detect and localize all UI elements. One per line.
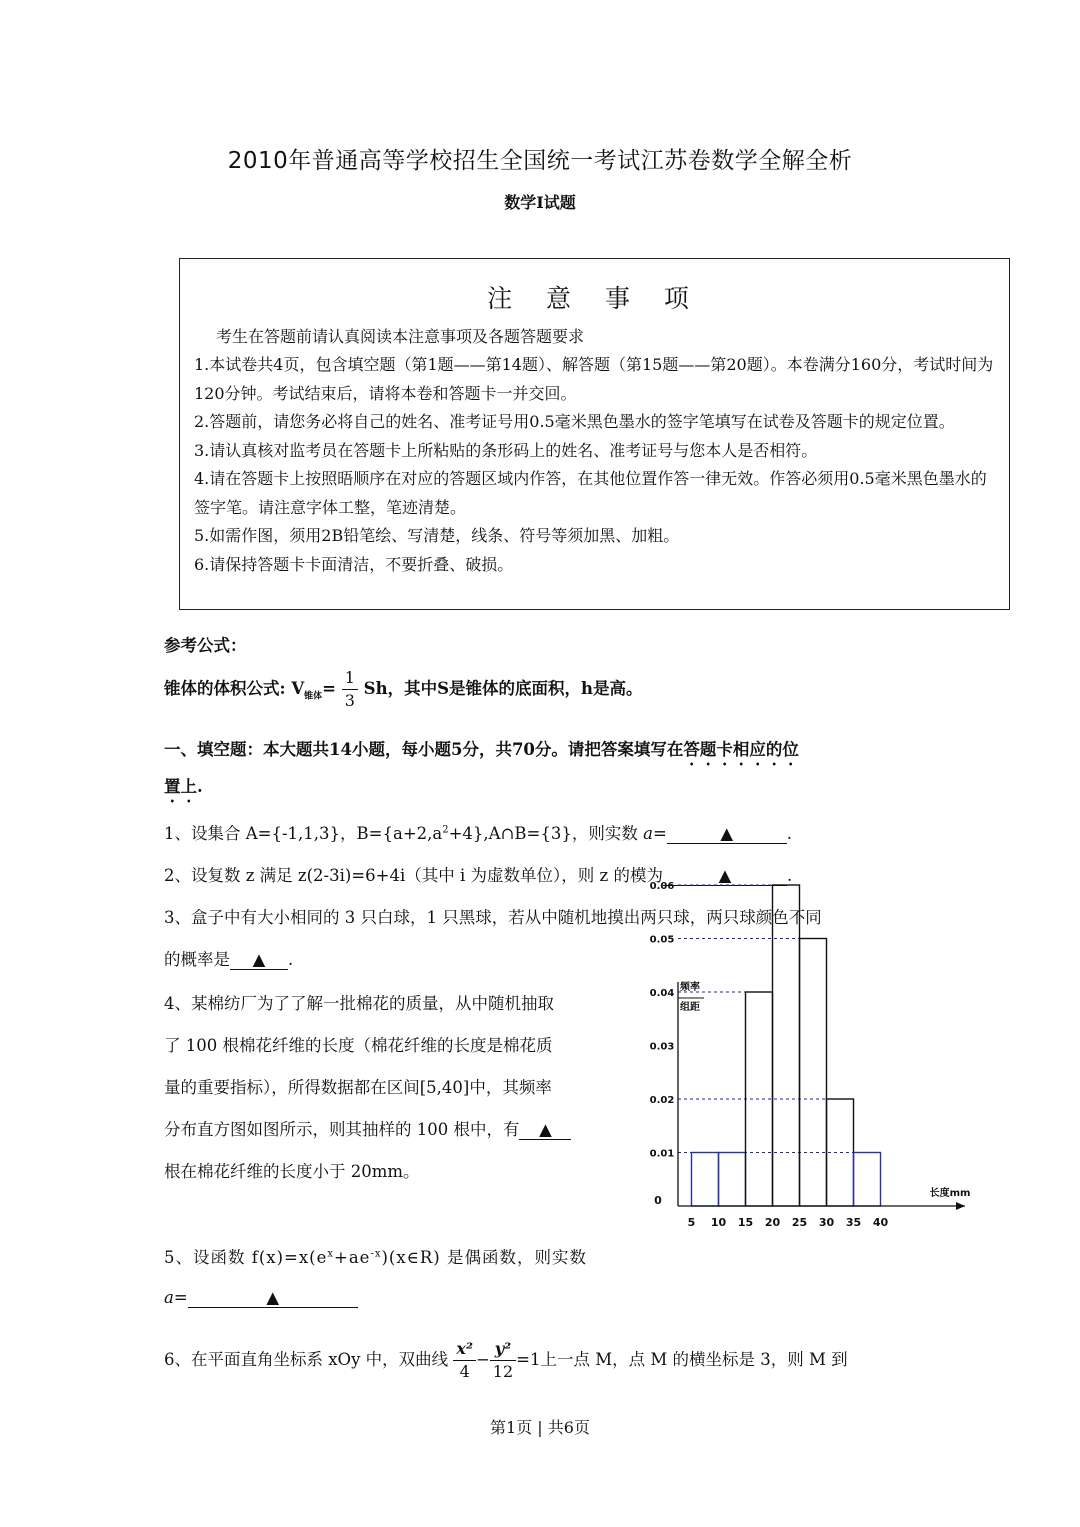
y-tick-label: 0.01 xyxy=(649,1148,675,1160)
x-tick-label: 25 xyxy=(791,1216,808,1229)
formula-suffix: Sh，其中S是锥体的底面积，h是高。 xyxy=(363,679,643,698)
question-1 xyxy=(164,820,792,844)
histogram-bar xyxy=(854,1153,881,1207)
q5-superscript-2: -x xyxy=(370,1248,382,1260)
notice-item: 6.请保持答题卡卡面清洁，不要折叠、破损。 xyxy=(194,554,514,574)
question-4-line4 xyxy=(164,1116,571,1140)
answer-blank xyxy=(230,950,288,970)
notice-items xyxy=(194,351,1002,579)
question-4-line5: 根在棉花纤维的长度小于 20mm。 xyxy=(164,1162,420,1181)
y-tick-label: 0.02 xyxy=(649,1095,675,1106)
section1-heading-text: 一、填空题：本大题共14小题，每小题5分，共70分。请把答案填写在 xyxy=(164,740,684,759)
fraction-numerator: 1 xyxy=(342,667,358,690)
y-tick-label: 0.05 xyxy=(649,934,675,946)
formula-prefix: 锥体的体积公式: V xyxy=(164,679,305,698)
section1-heading-emphasis-2: 置上 xyxy=(164,777,197,796)
y-tick-label: 0.06 xyxy=(649,881,675,892)
triangle-icon: ▲ xyxy=(718,866,732,885)
question-4-line2: 了 100 根棉花纤维的长度（棉花纤维的长度是棉花质 xyxy=(164,1036,553,1055)
question-6 xyxy=(164,1338,848,1383)
formula-equals: = xyxy=(322,679,336,698)
y-tick-label: 0.03 xyxy=(649,1041,675,1053)
section1-heading-end: . xyxy=(197,777,203,796)
q6-text: 6、在平面直角坐标系 xOy 中，双曲线 xyxy=(164,1350,449,1369)
q3-text: 的概率是 xyxy=(164,950,230,969)
question-3-line1: 3、盒子中有大小相同的 3 只白球，1 只黑球，若从中随机地摸出两只球，两只球颜色不同 xyxy=(164,908,822,927)
notice-item: 1.本试卷共4页，包含填空题（第1题——第14题）、解答题（第15题——第20题）。本卷满分160分，考试时间为120分钟。考试结束后，请将本卷和答题卡一并交回。 xyxy=(194,355,994,403)
notice-item: 3.请认真核对监考员在答题卡上所粘贴的条形码上的姓名、准考证号与您本人是否相符。 xyxy=(194,440,818,460)
reference-heading: 参考公式： xyxy=(164,636,247,655)
histogram-bar xyxy=(773,885,800,1206)
x-tick-label: 30 xyxy=(818,1216,835,1229)
formula-subscript: 锥体 xyxy=(304,691,323,702)
notice-box xyxy=(179,258,1010,610)
section1-heading-emphasis: 答题卡相应的位 xyxy=(683,740,799,759)
fraction-denominator: 12 xyxy=(492,1362,514,1381)
histogram-chart xyxy=(620,881,980,1240)
q5-superscript-1: x xyxy=(327,1248,335,1260)
q2-text: 2、设复数 z 满足 z(2-3i)=6+4i（其中 i 为虚数单位），则 z 的模为 xyxy=(164,866,663,885)
hyperbola-term-y xyxy=(490,1338,516,1383)
fraction-denominator: 4 xyxy=(459,1362,470,1381)
q5-text-3: )(x∈R) 是偶函数，则实数 xyxy=(381,1248,587,1267)
fraction-numerator: y² xyxy=(490,1338,516,1361)
question-3-line2 xyxy=(164,946,293,970)
q3-end: . xyxy=(288,950,294,969)
notice-intro: 考生在答题前请认真阅读本注意事项及各题答题要求 xyxy=(216,327,585,346)
y-tick-label: 0.04 xyxy=(649,988,675,999)
answer-blank xyxy=(188,1288,358,1308)
triangle-icon: ▲ xyxy=(252,950,266,969)
y-axis-label-top: 频率 xyxy=(680,982,700,993)
q2-end: . xyxy=(786,866,793,885)
triangle-icon: ▲ xyxy=(720,824,734,843)
q5-text-2: +ae xyxy=(334,1248,371,1267)
x-tick-label: 10 xyxy=(710,1216,727,1229)
q4-text: 分布直方图如图所示，则其抽样的 100 根中，有 xyxy=(164,1120,520,1139)
q5-variable: a xyxy=(164,1288,174,1307)
question-4-line1: 4、某棉纺厂为了了解一批棉花的质量，从中随机抽取 xyxy=(164,994,554,1013)
section1-heading-line1 xyxy=(164,736,799,769)
x-tick-label: 15 xyxy=(737,1216,754,1229)
histogram-bar xyxy=(800,939,827,1207)
x-axis-arrow-icon xyxy=(956,1202,965,1210)
equals-one: =1 xyxy=(516,1350,541,1369)
q1-text-2: +4},A∩B={3}，则实数 xyxy=(448,824,644,843)
origin-label: 0 xyxy=(654,1194,662,1207)
histogram-bar xyxy=(692,1153,719,1207)
fraction-numerator: x² xyxy=(453,1338,476,1361)
notice-item: 4.请在答题卡上按照晤顺序在对应的答题区域内作答，在其他位置作答一律无效。作答必须用0.5毫米黑色墨水的签字笔。请注意字体工整，笔迹清楚。 xyxy=(194,469,987,517)
volume-formula xyxy=(164,667,643,712)
triangle-icon: ▲ xyxy=(266,1288,280,1307)
q1-end: . xyxy=(786,824,793,843)
document-subtitle: 数学Ⅰ试题 xyxy=(504,193,576,212)
section1-heading-line2 xyxy=(164,773,203,806)
q1-variable: a xyxy=(643,824,653,843)
histogram-layer xyxy=(650,881,971,1229)
y-axis-label-bottom: 组距 xyxy=(680,1002,700,1013)
hyperbola-term-x xyxy=(453,1338,476,1383)
question-5-line2 xyxy=(164,1288,358,1308)
x-tick-label: 20 xyxy=(764,1216,781,1229)
fraction-one-third xyxy=(342,667,358,712)
page-footer: 第1页 | 共6页 xyxy=(490,1418,590,1437)
fraction-denominator: 3 xyxy=(344,691,355,710)
triangle-icon: ▲ xyxy=(539,1120,552,1139)
x-tick-label: 40 xyxy=(872,1216,889,1229)
q5-equals: = xyxy=(173,1288,188,1307)
q5-text: 5、设函数 f(x)=x(e xyxy=(164,1248,328,1267)
q1-superscript: 2 xyxy=(442,824,449,836)
notice-item: 2.答题前，请您务必将自己的姓名、准考证号用0.5毫米黑色墨水的签字笔填写在试卷及答题卡的规定位置。 xyxy=(194,412,955,431)
notice-title: 注 意 事 项 xyxy=(487,284,702,313)
x-tick-label: 35 xyxy=(845,1216,862,1229)
answer-blank xyxy=(663,866,787,886)
x-tick-label: 5 xyxy=(687,1216,696,1229)
question-4-line3: 量的重要指标），所得数据都在区间[5,40]中，其频率 xyxy=(164,1078,552,1097)
q1-equals: = xyxy=(652,824,667,843)
question-2 xyxy=(164,862,792,886)
q1-text: 1、设集合 A={-1,1,3}，B={a+2,a xyxy=(164,824,443,843)
histogram-bar xyxy=(719,1153,746,1207)
answer-blank xyxy=(519,1120,571,1140)
notice-item: 5.如需作图，须用2B铅笔绘、写清楚，线条、符号等须加黑、加粗。 xyxy=(194,526,680,545)
minus-sign: − xyxy=(475,1350,490,1369)
question-5-line1 xyxy=(164,1244,587,1268)
document-title: 2010年普通高等学校招生全国统一考试江苏卷数学全解全析 xyxy=(227,148,853,174)
answer-blank xyxy=(667,824,787,844)
q6-text-2: 上一点 M，点 M 的横坐标是 3，则 M 到 xyxy=(540,1350,848,1369)
x-axis-label: 长度mm xyxy=(929,1188,971,1199)
